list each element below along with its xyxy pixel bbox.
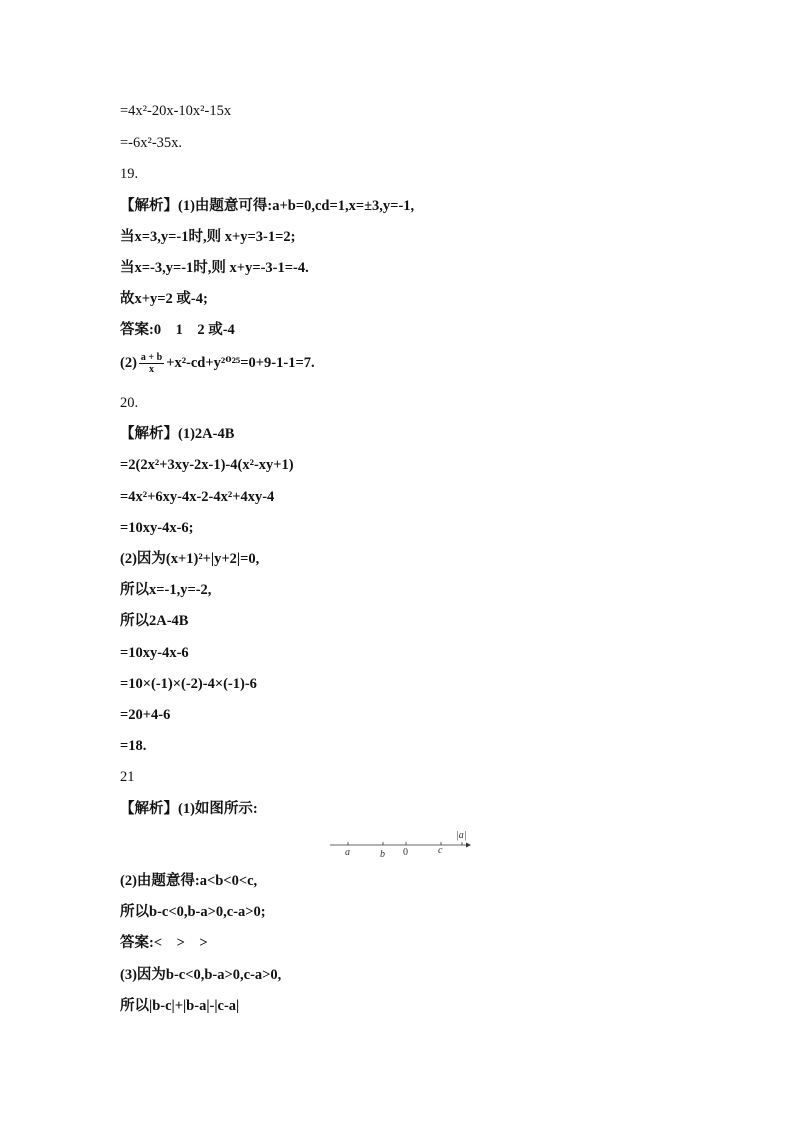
solution-line: =10xy-4x-6 [120, 645, 189, 661]
solution-line: 【解析】(1)如图所示: [120, 801, 258, 817]
solution-line: =10xy-4x-6; [120, 520, 194, 536]
solution-line: 所以x=-1,y=-2, [120, 582, 212, 598]
question-number: 19. [120, 166, 139, 182]
solution-line: =10×(-1)×(-2)-4×(-1)-6 [120, 676, 257, 692]
solution-line: 当x=3,y=-1时,则 x+y=3-1=2; [120, 229, 296, 245]
solution-line: 【解析】(1)2A-4B [120, 426, 235, 442]
solution-line: 所以2A-4B [120, 613, 189, 629]
answer-line: 答案:< > > [120, 935, 208, 951]
label-a: a [345, 847, 350, 858]
solution-line: =18. [120, 738, 147, 754]
solution-line: 当x=-3,y=-1时,则 x+y=-3-1=-4. [120, 260, 309, 276]
solution-line: 故x+y=2 或-4; [120, 291, 208, 307]
solution-line: (2)因为(x+1)²+|y+2|=0, [120, 551, 260, 567]
formula-prefix: (2) [120, 354, 137, 371]
solution-line: =4x²+6xy-4x-2-4x²+4xy-4 [120, 489, 275, 505]
question-number: 20. [120, 395, 139, 411]
formula-rest: +x²-cd+y²⁰²⁵=0+9-1-1=7. [166, 354, 315, 371]
solution-line: =2(2x²+3xy-2x-1)-4(x²-xy+1) [120, 457, 294, 473]
formula-line [120, 352, 315, 375]
text-line: =4x²-20x-10x²-15x [120, 103, 232, 119]
arrow-icon [466, 843, 471, 848]
solution-line: =20+4-6 [120, 707, 171, 723]
number-line-figure [328, 828, 474, 858]
fraction-numerator: a + b [140, 352, 163, 363]
label-0: 0 [403, 847, 408, 858]
solution-line: 【解析】(1)由题意可得:a+b=0,cd=1,x=±3,y=-1, [120, 198, 415, 214]
solution-line: (2)由题意得:a<b<0<c, [120, 873, 258, 889]
question-number: 21 [120, 769, 135, 785]
label-b: b [380, 849, 385, 858]
solution-line: 所以b-c<0,b-a>0,c-a>0; [120, 904, 266, 920]
label-c: c [438, 845, 443, 856]
label-abs-a: |a| [456, 830, 467, 841]
fraction-denominator: x [149, 364, 155, 375]
answer-line: 答案:0 1 2 或-4 [120, 322, 235, 338]
text-line: =-6x²-35x. [120, 135, 183, 151]
solution-line: 所以|b-c|+|b-a|-|c-a| [120, 998, 240, 1014]
fraction [139, 352, 164, 375]
solution-line: (3)因为b-c<0,b-a>0,c-a>0, [120, 967, 282, 983]
